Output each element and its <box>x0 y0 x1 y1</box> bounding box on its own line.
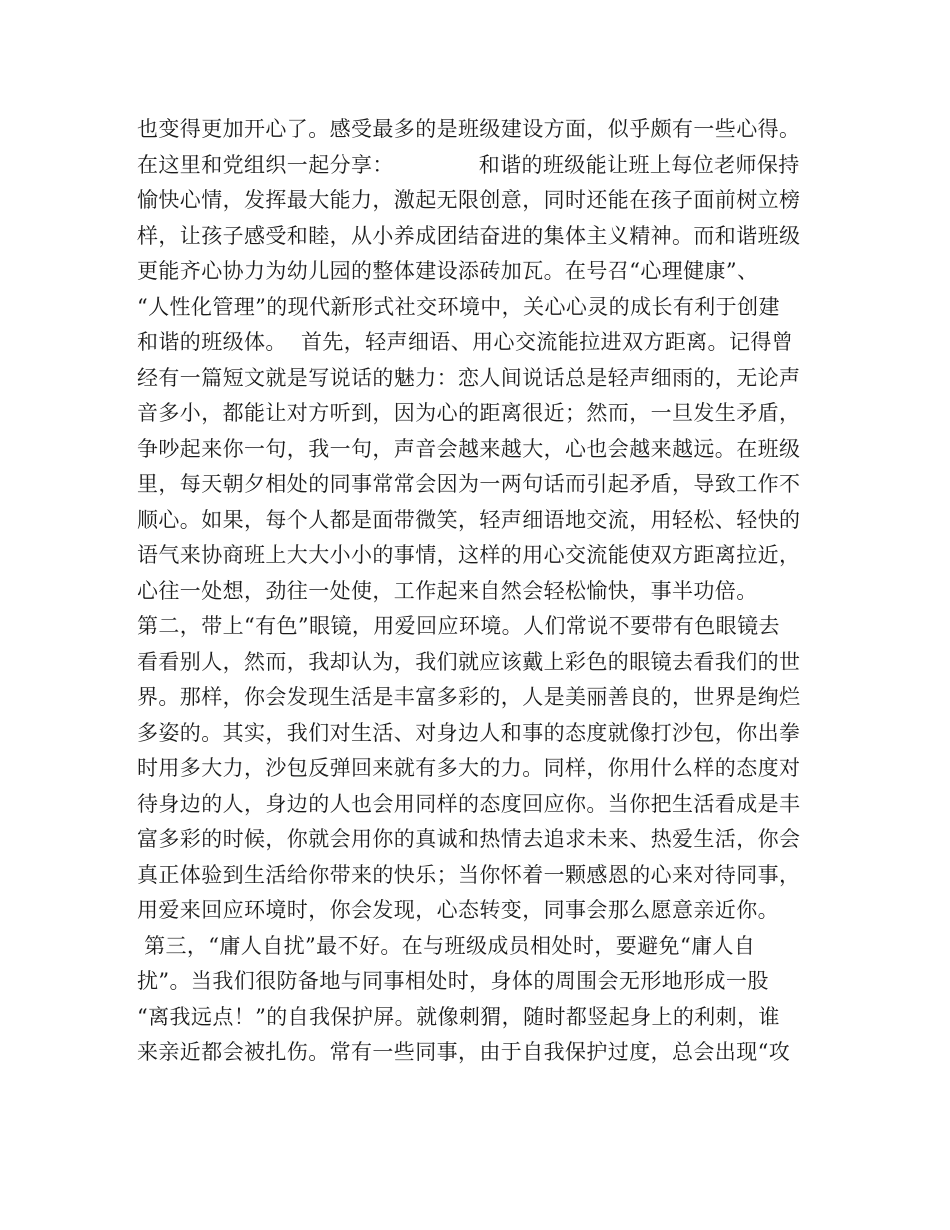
text-line: 用爱来回应环境时，你会发现，心态转变，同事会那么愿意亲近你。 <box>137 898 779 922</box>
text-line: 和谐的班级体。 首先，轻声细语、用心交流能拉进双方距离。记得曾 <box>137 330 794 354</box>
text-line: 更能齐心协力为幼儿园的整体建设添砖加瓦。在号召“心理健康”、 <box>137 259 759 283</box>
text-line: “人性化管理”的现代新形式社交环境中，关心心灵的成长有利于创建 <box>137 294 780 319</box>
text-line: 在这里和党组织一起分享： 和谐的班级能让班上每位老师保持 <box>137 152 800 177</box>
text-line: 时用多大力，沙包反弹回来就有多大的力。同样，你用什么样的态度对 <box>137 756 801 780</box>
body-text <box>137 112 827 1071</box>
text-line: 里，每天朝夕相处的同事常常会因为一两句话而引起矛盾，导致工作不 <box>137 472 801 496</box>
text-line: 样，让孩子感受和睦，从小养成团结奋进的集体主义精神。而和谐班级 <box>137 223 801 248</box>
text-line: 真正体验到生活给你带来的快乐；当你怀着一颗感恩的心来对待同事， <box>137 862 801 887</box>
text-line: 心往一处想，劲往一处使，工作起来自然会轻松愉快，事半功倍。 <box>137 578 758 603</box>
text-line: 多姿的。其实，我们对生活、对身边人和事的态度就像打沙包，你出拳 <box>137 720 801 745</box>
text-line: 顺心。如果，每个人都是面带微笑，轻声细语地交流，用轻松、轻快的 <box>137 507 801 532</box>
text-line: 愉快心情，发挥最大能力，激起无限创意，同时还能在孩子面前树立榜 <box>137 188 801 212</box>
text-line: 语气来协商班上大大小小的事情，这样的用心交流能使双方距离拉近， <box>137 543 801 567</box>
text-line: 经有一篇短文就是写说话的魅力：恋人间说话总是轻声细雨的，无论声 <box>137 365 801 390</box>
text-line: 富多彩的时候，你就会用你的真诚和热情去追求未来、热爱生活，你会 <box>137 827 801 851</box>
text-line: 界。那样，你会发现生活是丰富多彩的，人是美丽善良的，世界是绚烂 <box>137 685 801 709</box>
text-line: 第二，带上“有色”眼镜，用爱回应环境。人们常说不要带有色眼镜去 <box>137 614 780 638</box>
text-line: 来亲近都会被扎伤。常有一些同事，由于自我保护过度，总会出现“攻 <box>137 1040 791 1064</box>
text-line: “离我远点！”的自我保护屏。就像刺猬，随时都竖起身上的利刺，谁 <box>137 1004 780 1029</box>
text-line: 音多小，都能让对方听到，因为心的距离很近；然而，一旦发生矛盾， <box>137 401 801 425</box>
text-line: 争吵起来你一句，我一句，声音会越来越大，心也会越来越远。在班级 <box>137 436 801 461</box>
text-line: 待身边的人，身边的人也会用同样的态度回应你。当你把生活看成是丰 <box>137 791 801 816</box>
text-line: 也变得更加开心了。感受最多的是班级建设方面，似乎颇有一些心得。 <box>137 117 801 141</box>
text-line: 看看别人，然而，我却认为，我们就应该戴上彩色的眼镜去看我们的世 <box>137 649 801 674</box>
text-line: 扰”。当我们很防备地与同事相处时，身体的周围会无形地形成一股 <box>137 969 769 993</box>
text-line: 第三，“庸人自扰”最不好。在与班级成员相处时，要避免“庸人自 <box>137 933 756 958</box>
